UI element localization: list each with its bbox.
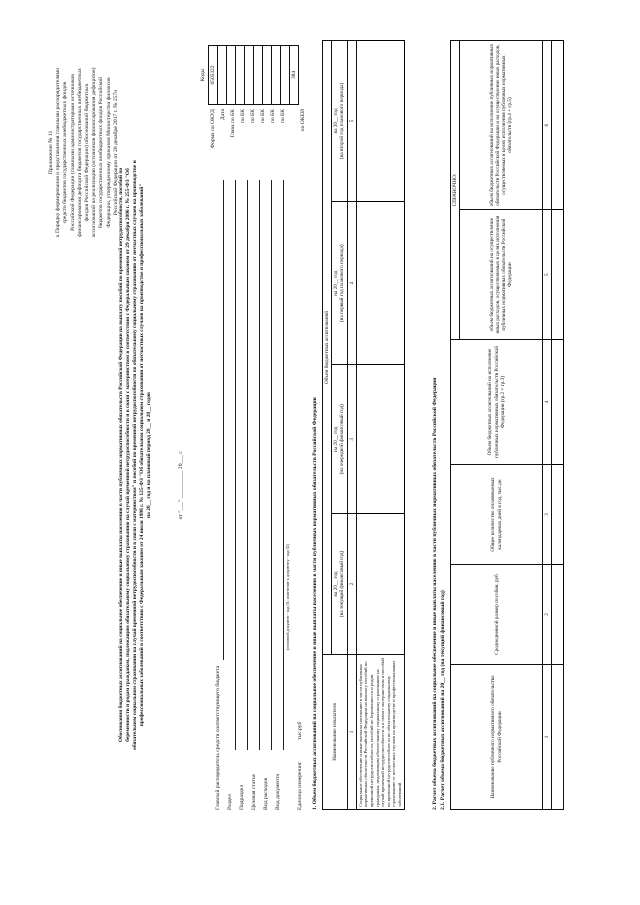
s2-data-cell — [552, 465, 564, 565]
appendix-line: Российской Федерации от 28 декабря 2017 г. № 257н — [112, 89, 119, 216]
section2-table — [450, 40, 564, 810]
title-period: на 20__ год и на плановый период 20__ и 20__ годов — [145, 392, 152, 518]
section1-table — [322, 40, 405, 810]
section2-heading: 2. Расчет объема бюджетных ассигнований на социальное обеспечение и иные выплаты населению в части публичных нормативных обязательств Российской Федерации — [432, 377, 438, 810]
title-line: Обоснования бюджетных ассигнований на социальное обеспечение и иные выплаты населению в части публичных нормативных обязательств Российской Федерации на выплату пособий по временной нетрудоспособности, пособий по — [118, 167, 124, 743]
appendix-number: Приложение № 11 — [48, 130, 54, 175]
expense-type-label: Вид расходов — [263, 777, 269, 810]
appendix-line: средств бюджетов государственных внебюджетных фондов — [62, 81, 69, 224]
appendix-line: бюджетов государственных внебюджетных фондов Российской — [98, 76, 105, 229]
form-label: Форма по ОКУД — [210, 109, 216, 149]
bk-code-cell — [236, 46, 245, 105]
date-code-cell — [218, 46, 227, 105]
document-hint: (основной документ - код 01; изменение к документу - код 02) — [285, 544, 290, 650]
section2-subheading: 2.1. Расчет объема бюджетных ассигнований на 20__ год (на текущий финансовый год) — [440, 590, 446, 810]
s2-col-number: 2 — [543, 565, 552, 665]
bk-label: по БК — [240, 109, 246, 124]
s1-row-label: Социальное обеспечение и иные выплаты населению в части публичных нормативных обязательств Российской Федерации на выплату пособий по временной нетрудоспособности, пособий по беременности и родам гражданам, подлежащим обязательному социальному страхованию на случай временной нетрудоспособности и в связи с материнством и пособий по временной нетрудоспособности по обязательному социальному страхованию от несчастных случаев на производстве и профессиональных заболеваний — [356, 655, 404, 810]
bk-code-cell — [272, 46, 281, 105]
codes-header: Коды — [200, 68, 206, 82]
subsection-label: Подраздел — [239, 784, 245, 810]
chapter-label: Глава по БК — [230, 109, 236, 138]
date-label: Дата — [220, 109, 226, 121]
s2-data-cell — [552, 565, 564, 665]
s2-data-cell — [552, 210, 564, 340]
s2-reference: СПРАВОЧНО: — [451, 41, 460, 340]
s2-data-cell — [552, 665, 564, 810]
appendix-note — [48, 40, 120, 265]
s1-col-number: 4 — [347, 201, 356, 365]
bk-code-cell — [254, 46, 263, 105]
s2-data-cell — [552, 41, 564, 210]
s1-col-group: Объем бюджетных ассигнований — [323, 41, 332, 655]
appendix-line: финансирования дефицита бюджетов государственных внебюджетных — [76, 68, 83, 237]
s2-col-5: объем бюджетных ассигнований на осуществление иных расходов, осуществляемых в целях исполнения публичных нормативных обязательств Российской Федерации — [460, 210, 543, 340]
chapter-code-cell — [227, 46, 236, 105]
s2-col-number: 1 — [543, 665, 552, 810]
unit-label: Единица измерения: — [297, 761, 303, 810]
s1-value-cell — [356, 201, 404, 365]
s1-value-cell — [356, 365, 404, 514]
title-line: беременности и родам гражданам, подлежащим обязательному социальному страхованию на случай временной нетрудоспособности и в связи с материнством в соответствии с Федеральным законом от 29 декабря 2006 г. № 255-ФЗ "Об — [124, 168, 131, 742]
codes-labels — [208, 109, 308, 167]
s1-value-cell — [356, 41, 404, 202]
s2-col-number: 5 — [543, 210, 552, 340]
s1-year-4: на 20__ год (на второй год планового периода) — [332, 41, 347, 202]
appendix-line: фондов Российской Федерации) обоснований бюджетных — [84, 83, 91, 222]
s1-year-3: на 20__ год (на первый год планового периода) — [332, 201, 347, 365]
s2-col-number: 4 — [543, 340, 552, 465]
document-title — [118, 105, 153, 805]
doc-code-cell — [281, 46, 290, 105]
bk-code-cell — [245, 46, 254, 105]
s1-col-name: Наименование показателя — [323, 655, 348, 810]
date-line: от "___" __________ 20___ г. — [178, 450, 184, 520]
s1-col-number: 3 — [347, 365, 356, 514]
s2-data-cell — [552, 340, 564, 465]
s1-year-2: на 20__ год (на очередной финансовый год) — [332, 365, 347, 514]
s1-value-cell — [356, 514, 404, 655]
okei-label: по ОКЕИ — [300, 109, 306, 132]
s1-year-1: на 20__ год (на текущий финансовый год) — [332, 514, 347, 655]
appendix-line: ассигнований на реализацию (источников финансирования дефицитов) — [91, 67, 98, 238]
codes-table — [208, 45, 299, 105]
bk-label: по БК — [270, 109, 276, 124]
appendix-line: к Порядку формирования и представления главными распорядителями — [55, 67, 62, 238]
appendix-line: Федерации, утвержденному приказом Министерства финансов — [105, 77, 112, 228]
document-type-label: Вид документа — [275, 774, 281, 810]
form-code-cell: 0505322 — [209, 46, 218, 105]
fields-block — [215, 170, 303, 810]
bk-label: по БК — [280, 109, 286, 124]
title-line: обязательном социальном страховании на случай временной нетрудоспособности и в связи с материнством" и пособий по временной нетрудоспособности по обязательному социальному страхованию от несчастных случаев на производстве и — [131, 160, 138, 750]
bk-code-cell — [263, 46, 272, 105]
s2-col-6: объем бюджетных ассигнований на исполнение публичных нормативных обязательств Российской Федерации и на осуществление иных расходов, осуществляемых в целях исполнения публичных нормативных обязательств (гр.4 + гр.5) — [460, 41, 543, 210]
s2-col-2: Среднедневной размер пособия, руб — [451, 565, 543, 665]
section-label: Раздел — [227, 794, 233, 810]
okei-code-cell: 384 — [290, 46, 299, 105]
bk-label: по БК — [250, 109, 256, 124]
s1-col-number: 1 — [347, 655, 356, 810]
unit-value: тыс.руб — [297, 721, 303, 740]
title-line: профессиональных заболеваний в соответствии с Федеральным законом от 24 июля 1998 г. № 125-ФЗ "Об обязательном социальном страховании от несчастных случаев на производстве и профессиональных заболеваний" — [138, 183, 145, 727]
s1-col-number: 2 — [347, 514, 356, 655]
s2-col-1: Наименование публичного нормативного обязательства Российской Федерации — [451, 665, 543, 810]
s2-col-number: 6 — [543, 41, 552, 210]
appendix-line: Российской Федерации (главными администраторами источников — [69, 74, 76, 231]
grbs-label: Главный распорядитель средств соответствующего бюджета — [215, 665, 221, 810]
target-item-label: Целевая статья — [251, 774, 257, 810]
section1-heading: 1. Объем бюджетных ассигнований на социальное обеспечение и иные выплаты населению в части публичных нормативных обязательств Российской Федерации — [312, 397, 318, 810]
s2-col-4: Объем бюджетных ассигнований на исполнение публичных нормативных обязательств Российской Федерации (гр.2 × гр.3) — [451, 340, 543, 465]
s1-col-number: 5 — [347, 41, 356, 202]
bk-label: по БК — [260, 109, 266, 124]
s2-col-number: 3 — [543, 465, 552, 565]
s2-col-3: Общее количество оплачиваемых календарных дней в год, тыс.дн — [451, 465, 543, 565]
